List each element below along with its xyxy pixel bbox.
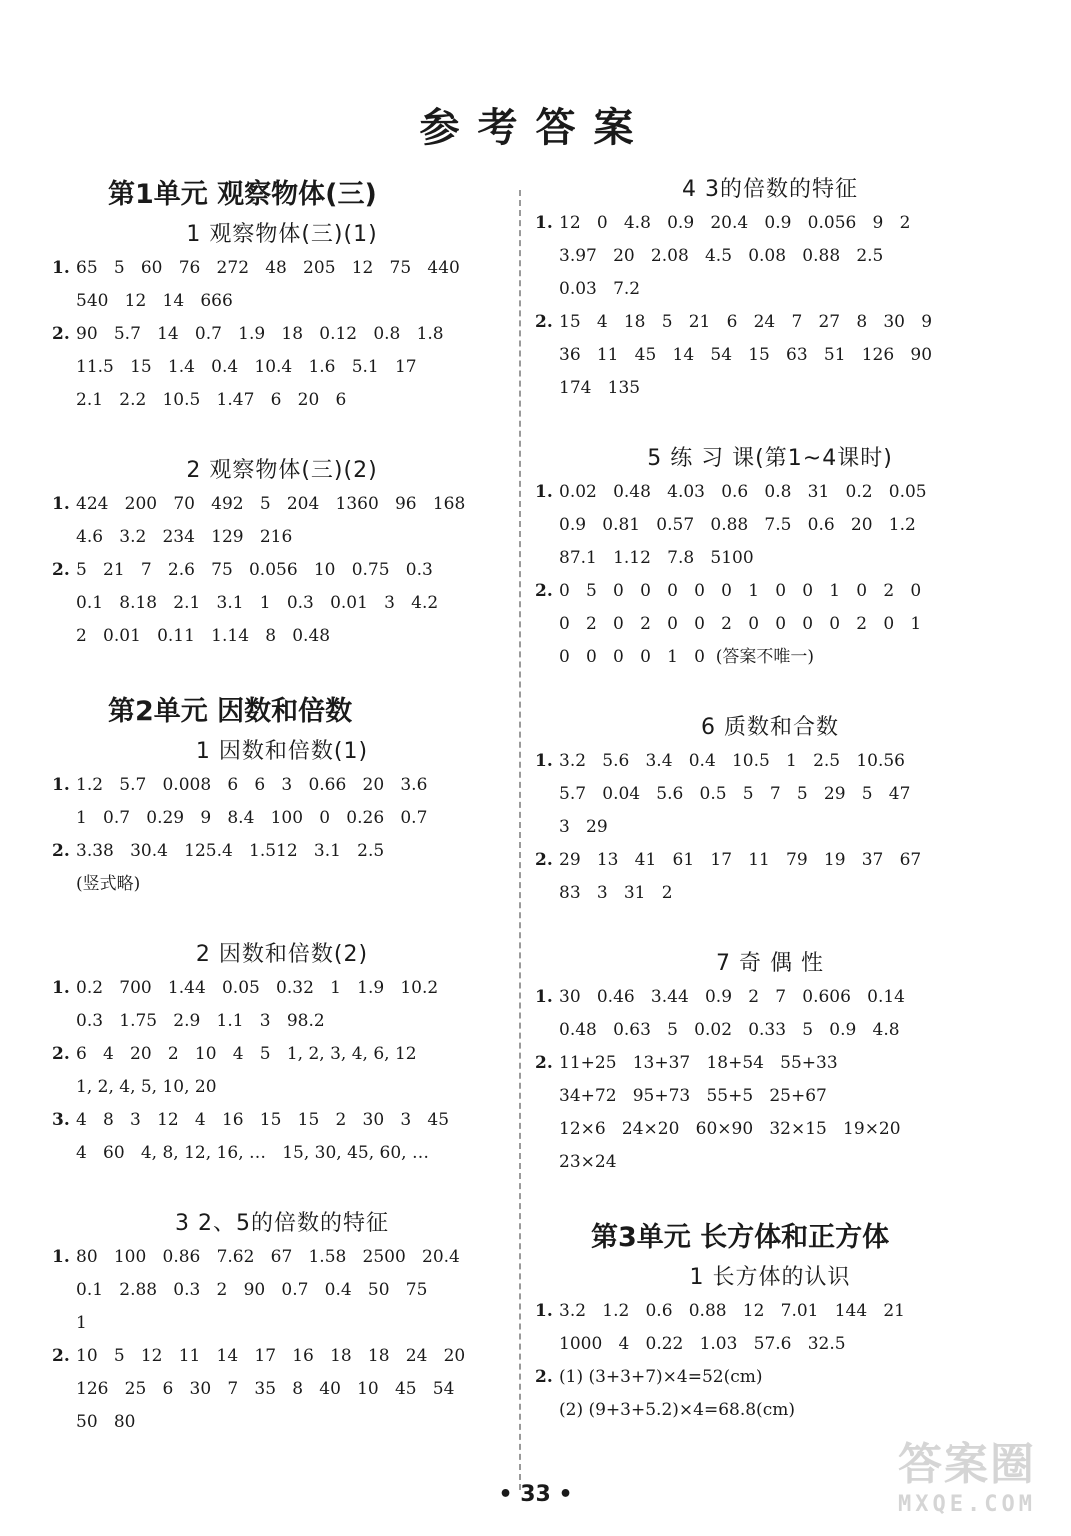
question-number: 1. bbox=[535, 1301, 553, 1321]
answer-line: 1 0.7 0.29 9 8.4 100 0 0.26 0.7 bbox=[76, 808, 428, 828]
question-item bbox=[52, 1104, 512, 1170]
answer-line: 174 135 bbox=[559, 378, 641, 398]
question-item bbox=[52, 554, 512, 653]
answer-line: 12 0 4.8 0.9 20.4 0.9 0.056 9 2 bbox=[559, 213, 911, 233]
lesson-section bbox=[52, 937, 512, 1170]
lesson-title: 1 长方体的认识 bbox=[689, 1265, 851, 1290]
question-item bbox=[52, 835, 512, 901]
unit-title: 第2单元 因数和倍数 bbox=[108, 696, 353, 727]
answer-line: 4 60 4, 8, 12, 16, … 15, 30, 45, 60, … bbox=[76, 1143, 429, 1163]
question-number: 2. bbox=[535, 312, 553, 332]
lesson-section bbox=[535, 710, 1005, 910]
unit-title: 第3单元 长方体和正方体 bbox=[591, 1222, 890, 1253]
answer-line: 4.6 3.2 234 129 216 bbox=[76, 527, 293, 547]
lesson-title: 3 2、5的倍数的特征 bbox=[175, 1211, 389, 1236]
lesson-title: 5 练 习 课(第1~4课时) bbox=[647, 446, 893, 471]
lesson-section bbox=[52, 217, 512, 417]
answer-line: 29 13 41 61 17 11 79 19 37 67 bbox=[559, 850, 922, 870]
answer-line: 0 0 0 0 1 0 (答案不唯一) bbox=[559, 647, 815, 667]
answer-line: 3.97 20 2.08 4.5 0.08 0.88 2.5 bbox=[559, 246, 884, 266]
answer-line: 4 8 3 12 4 16 15 15 2 30 3 45 bbox=[76, 1110, 450, 1130]
right-column bbox=[535, 172, 1005, 1463]
page-number: • 33 • bbox=[498, 1482, 573, 1507]
answer-line: 50 80 bbox=[76, 1412, 136, 1432]
watermark-logo bbox=[898, 1428, 1068, 1528]
lesson-section bbox=[535, 172, 1005, 405]
question-number: 1. bbox=[535, 213, 553, 233]
answer-line: 0 5 0 0 0 0 0 1 0 0 1 0 2 0 bbox=[559, 581, 922, 601]
answer-line: (1) (3+3+7)×4=52(cm) bbox=[559, 1367, 763, 1387]
answer-line: 3.2 5.6 3.4 0.4 10.5 1 2.5 10.56 bbox=[559, 751, 905, 771]
answer-line: 1, 2, 4, 5, 10, 20 bbox=[76, 1077, 217, 1097]
answer-line: 3 29 bbox=[559, 817, 608, 837]
question-item bbox=[52, 972, 512, 1038]
answer-line: 0.02 0.48 4.03 0.6 0.8 31 0.2 0.05 bbox=[559, 482, 927, 502]
answer-line: 0.1 8.18 2.1 3.1 1 0.3 0.01 3 4.2 bbox=[76, 593, 439, 613]
question-item bbox=[535, 981, 1005, 1047]
question-item bbox=[535, 844, 1005, 910]
answer-line: 15 4 18 5 21 6 24 7 27 8 30 9 bbox=[559, 312, 933, 332]
question-item bbox=[535, 575, 1005, 674]
answer-line: 0.1 2.88 0.3 2 90 0.7 0.4 50 75 bbox=[76, 1280, 428, 1300]
answer-line: 12×6 24×20 60×90 32×15 19×20 bbox=[559, 1119, 901, 1139]
answer-line: 0.2 700 1.44 0.05 0.32 1 1.9 10.2 bbox=[76, 978, 439, 998]
watermark-url: MXQE.COM bbox=[898, 1492, 1036, 1517]
lesson-title: 2 因数和倍数(2) bbox=[195, 942, 369, 967]
answer-line: 0 2 0 2 0 0 2 0 0 0 0 2 0 1 bbox=[559, 614, 922, 634]
answer-line: 10 5 12 11 14 17 16 18 18 24 20 bbox=[76, 1346, 466, 1366]
lesson-title: 1 观察物体(三)(1) bbox=[186, 222, 378, 247]
question-number: 2. bbox=[52, 1044, 70, 1064]
answer-line: 5.7 0.04 5.6 0.5 5 7 5 29 5 47 bbox=[559, 784, 911, 804]
answer-line: 65 5 60 76 272 48 205 12 75 440 bbox=[76, 258, 460, 278]
question-item bbox=[52, 769, 512, 835]
question-item bbox=[52, 252, 512, 318]
question-item bbox=[535, 476, 1005, 575]
question-number: 2. bbox=[535, 1053, 553, 1073]
question-number: 2. bbox=[52, 560, 70, 580]
answer-line: 1000 4 0.22 1.03 57.6 32.5 bbox=[559, 1334, 846, 1354]
question-item bbox=[535, 745, 1005, 844]
question-number: 3. bbox=[52, 1110, 70, 1130]
lesson-title: 6 质数和合数 bbox=[701, 715, 839, 740]
question-number: 2. bbox=[52, 324, 70, 344]
question-item bbox=[52, 318, 512, 417]
question-item bbox=[52, 1241, 512, 1340]
lesson-title: 2 观察物体(三)(2) bbox=[186, 458, 378, 483]
question-number: 1. bbox=[535, 482, 553, 502]
question-item bbox=[535, 1047, 1005, 1179]
answer-line: (竖式略) bbox=[76, 874, 141, 894]
answer-line: 5 21 7 2.6 75 0.056 10 0.75 0.3 bbox=[76, 560, 433, 580]
answer-line: 34+72 95+73 55+5 25+67 bbox=[559, 1086, 827, 1106]
lesson-title: 1 因数和倍数(1) bbox=[195, 739, 369, 764]
watermark-logo-text: 答案圈 bbox=[898, 1439, 1036, 1490]
answer-line: 80 100 0.86 7.62 67 1.58 2500 20.4 bbox=[76, 1247, 460, 1267]
answer-line: 3.38 30.4 125.4 1.512 3.1 2.5 bbox=[76, 841, 385, 861]
lesson-title: 7 奇 偶 性 bbox=[716, 951, 824, 976]
question-number: 2. bbox=[535, 1367, 553, 1387]
answer-line: 1.2 5.7 0.008 6 6 3 0.66 20 3.6 bbox=[76, 775, 428, 795]
answer-line: 90 5.7 14 0.7 1.9 18 0.12 0.8 1.8 bbox=[76, 324, 444, 344]
question-number: 2. bbox=[52, 1346, 70, 1366]
answer-line: (2) (9+3+5.2)×4=68.8(cm) bbox=[559, 1400, 795, 1420]
lesson-section bbox=[52, 453, 512, 653]
question-number: 2. bbox=[535, 581, 553, 601]
question-item bbox=[52, 488, 512, 554]
answer-line: 36 11 45 14 54 15 63 51 126 90 bbox=[559, 345, 933, 365]
question-number: 1. bbox=[52, 258, 70, 278]
answer-line: 1 bbox=[76, 1313, 87, 1333]
answer-line: 11.5 15 1.4 0.4 10.4 1.6 5.1 17 bbox=[76, 357, 417, 377]
answer-line: 540 12 14 666 bbox=[76, 291, 233, 311]
answer-line: 126 25 6 30 7 35 8 40 10 45 54 bbox=[76, 1379, 455, 1399]
answer-line: 0.3 1.75 2.9 1.1 3 98.2 bbox=[76, 1011, 325, 1031]
answer-line: 83 3 31 2 bbox=[559, 883, 673, 903]
lesson-section bbox=[52, 734, 512, 901]
question-number: 1. bbox=[535, 751, 553, 771]
question-number: 2. bbox=[52, 841, 70, 861]
question-item bbox=[535, 207, 1005, 306]
answer-line: 6 4 20 2 10 4 5 1, 2, 3, 4, 6, 12 bbox=[76, 1044, 417, 1064]
answer-line: 3.2 1.2 0.6 0.88 12 7.01 144 21 bbox=[559, 1301, 906, 1321]
answer-line: 0.03 7.2 bbox=[559, 279, 641, 299]
answer-line: 0.48 0.63 5 0.02 0.33 5 0.9 4.8 bbox=[559, 1020, 900, 1040]
question-item bbox=[535, 1361, 1005, 1427]
question-item bbox=[535, 1295, 1005, 1361]
lesson-title: 4 3的倍数的特征 bbox=[682, 177, 858, 202]
answer-line: 424 200 70 492 5 204 1360 96 168 bbox=[76, 494, 466, 514]
column-divider bbox=[519, 190, 521, 1490]
answer-line: 0.9 0.81 0.57 0.88 7.5 0.6 20 1.2 bbox=[559, 515, 916, 535]
question-item bbox=[52, 1038, 512, 1104]
page-title: 参考答案 bbox=[419, 105, 652, 151]
unit-title: 第1单元 观察物体(三) bbox=[108, 179, 377, 210]
question-number: 1. bbox=[52, 1247, 70, 1267]
question-item bbox=[535, 306, 1005, 405]
left-column bbox=[52, 172, 512, 1475]
answer-line: 11+25 13+37 18+54 55+33 bbox=[559, 1053, 838, 1073]
lesson-section bbox=[52, 1206, 512, 1439]
question-number: 2. bbox=[535, 850, 553, 870]
answer-line: 2 0.01 0.11 1.14 8 0.48 bbox=[76, 626, 331, 646]
lesson-section bbox=[535, 1260, 1005, 1427]
question-item bbox=[52, 1340, 512, 1439]
lesson-section bbox=[535, 946, 1005, 1179]
question-number: 1. bbox=[52, 978, 70, 998]
answer-line: 87.1 1.12 7.8 5100 bbox=[559, 548, 754, 568]
question-number: 1. bbox=[52, 494, 70, 514]
answer-line: 30 0.46 3.44 0.9 2 7 0.606 0.14 bbox=[559, 987, 906, 1007]
answer-line: 2.1 2.2 10.5 1.47 6 20 6 bbox=[76, 390, 347, 410]
lesson-section bbox=[535, 441, 1005, 674]
question-number: 1. bbox=[52, 775, 70, 795]
question-number: 1. bbox=[535, 987, 553, 1007]
answer-line: 23×24 bbox=[559, 1152, 617, 1172]
